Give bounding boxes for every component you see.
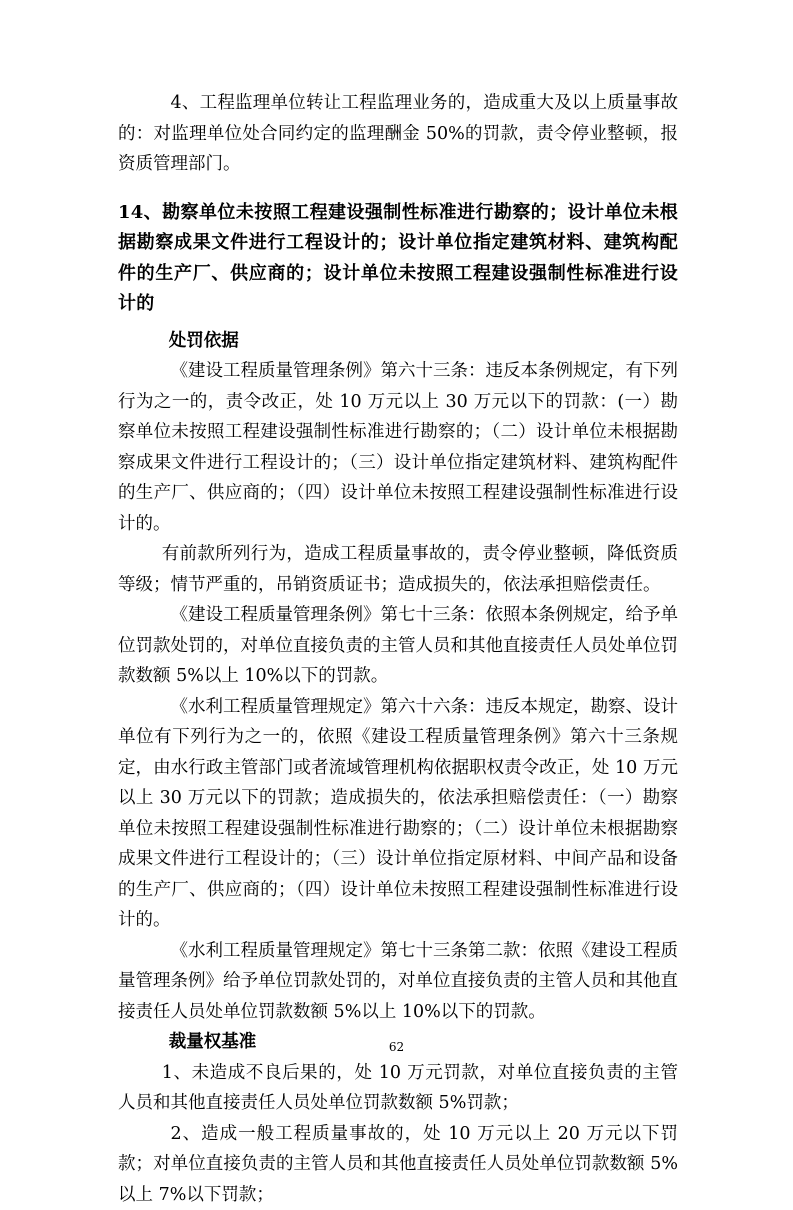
page-number: 62 [0, 1040, 793, 1054]
basis-paragraph: 《水利工程质量管理规定》第六十六条：违反本规定，勘察、设计单位有下列行为之一的，依照《建设工程质量管理条例》第六十三条规定，由水行政主管部门或者流域管理机构依据职权责令改正，处 10 万元以上 30 万元以下的罚款；造成损失的，依法承担赔偿责任：（一）勘察单位未按照工程建设强制性标准进行勘察的；（二）设计单位未根据勘察成果文件进行工程设计的；（三）设计单位指定原材料、中间产品和设备的生产厂、供应商的；（四）设计单位未按照工程建设强制性标准进行设计的。 [118, 692, 678, 936]
basis-heading: 处罚依据 [118, 326, 678, 357]
basis-paragraph: 《水利工程质量管理规定》第七十三条第二款：依照《建设工程质量管理条例》给予单位罚款处罚的，对单位直接负责的主管人员和其他直接责任人员处单位罚款数额 5%以上 10%以下的罚款。 [118, 936, 678, 1028]
discretion-paragraph: 2、造成一般工程质量事故的，处 10 万元以上 20 万元以下罚款；对单位直接负责的主管人员和其他直接责任人员处单位罚款数额 5%以上 7%以下罚款； [118, 1119, 678, 1210]
basis-paragraph: 《建设工程质量管理条例》第六十三条：违反本条例规定，有下列行为之一的，责令改正，处 10 万元以上 30 万元以下的罚款：(一）勘察单位未按照工程建设强制性标准进行勘察的；（二）设计单位未根据勘察成果文件进行工程设计的；（三）设计单位指定建筑材料、建筑构配件的生产厂、供应商的；（四）设计单位未按照工程建设强制性标准进行设计的。 [118, 356, 678, 539]
discretion-heading: 裁量权基准 [118, 1027, 678, 1058]
basis-paragraph: 《建设工程质量管理条例》第七十三条：依照本条例规定，给予单位罚款处罚的，对单位直接负责的主管人员和其他直接责任人员处单位罚款数额 5%以上 10%以下的罚款。 [118, 600, 678, 692]
section-title: 14、勘察单位未按照工程建设强制性标准进行勘察的；设计单位未根据勘察成果文件进行工程设计的；设计单位指定建筑材料、建筑构配件的生产厂、供应商的；设计单位未按照工程建设强制性标准进行设计的 [118, 198, 678, 320]
paragraph-item-4: 4、工程监理单位转让工程监理业务的，造成重大及以上质量事故的：对监理单位处合同约定的监理酬金 50%的罚款，责令停业整顿，报资质管理部门。 [118, 88, 678, 180]
discretion-paragraph: 1、未造成不良后果的，处 10 万元罚款，对单位直接负责的主管人员和其他直接责任人员处单位罚款数额 5%罚款； [118, 1058, 678, 1119]
basis-paragraph: 有前款所列行为，造成工程质量事故的，责令停业整顿，降低资质等级；情节严重的，吊销资质证书；造成损失的，依法承担赔偿责任。 [118, 539, 678, 600]
